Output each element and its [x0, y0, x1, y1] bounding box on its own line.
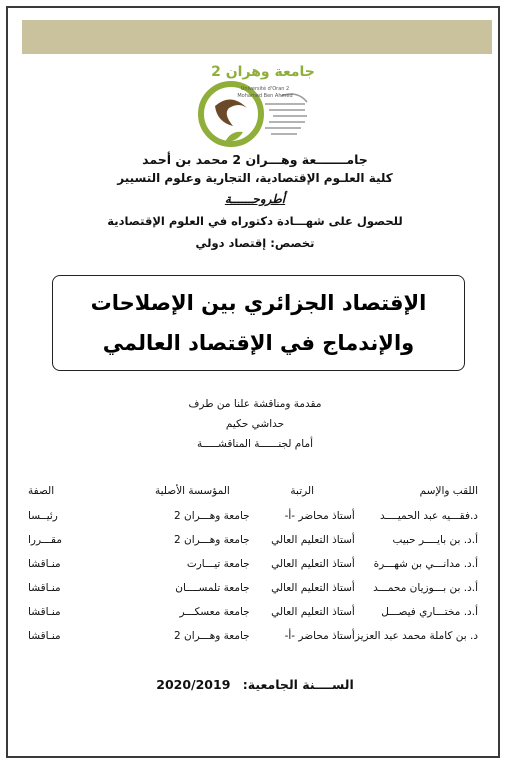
logo-french-text: Université d'Oran 2 — [240, 86, 290, 92]
academic-year — [0, 677, 510, 692]
member-rank: أستاذ التعليم العالي — [271, 582, 355, 594]
university-name: جامـــــــعة وهـــران 2 محمد بن أحمد — [142, 152, 368, 167]
jury-heading: أمام لجنــــــة المناقشـــــة — [196, 438, 314, 450]
thesis-label-text: أطروحــــــة — [224, 192, 286, 206]
member-rank: أستاذ محاضر -أ- — [284, 510, 355, 522]
header-name: اللقب والإسم — [419, 485, 478, 497]
member-name: د. بن كاملة محمد عبد العزيز — [354, 630, 478, 642]
member-institution: جامعة وهـــران 2 — [174, 510, 250, 522]
member-name: أ.د. مختـــاري فيصـــل — [381, 606, 478, 618]
member-institution: جامعة تيـــارت — [186, 558, 250, 570]
student-name: حداشي حكيم — [225, 418, 285, 430]
header-rank: الرتبة — [290, 485, 315, 497]
member-institution: جامعة وهـــران 2 — [174, 630, 250, 642]
logo-french-text-2: Mohamed Ben Ahmed — [237, 93, 293, 99]
jury-header-row — [28, 478, 478, 504]
jury-row — [28, 600, 478, 624]
member-name: أ.د. بن بـــوزيان محمـــد — [373, 582, 478, 594]
logo-arabic-text: جامعة وهران 2 — [211, 64, 315, 80]
header-band — [22, 20, 492, 54]
specialty-line: تخصص: إقتصاد دولي — [195, 236, 315, 250]
member-rank: أستاذ التعليم العالي — [271, 606, 355, 618]
university-logo — [185, 56, 315, 150]
member-name: د.فقـــيه عبد الحميــــد — [380, 510, 478, 522]
member-role: رئيــسا — [28, 510, 58, 522]
member-rank: أستاذ التعليم العالي — [271, 558, 355, 570]
member-institution: جامعة تلمســــان — [175, 582, 250, 594]
member-role: منـاقشا — [28, 606, 61, 618]
jury-row — [28, 552, 478, 576]
jury-row — [28, 528, 478, 552]
member-role: منـاقشا — [28, 558, 61, 570]
member-name: أ.د. بن بايــــر حبيب — [392, 534, 478, 546]
member-role: منـاقشا — [28, 582, 61, 594]
thesis-title: الإقتصاد الجزائري بين الإصلاحات والإندماج في الإقتصاد العالمي — [90, 291, 427, 355]
presented-by: مقدمة ومناقشة علنا من طرف — [188, 398, 322, 410]
member-institution: جامعة معسكـــر — [179, 606, 250, 618]
member-role: مقـــررا — [28, 534, 62, 546]
jury-row — [28, 624, 478, 648]
member-rank: أستاذ التعليم العالي — [271, 534, 355, 546]
header-role: الصفة — [28, 485, 55, 497]
thesis-label — [0, 192, 510, 206]
member-name: أ.د. مدانـــي بن شهـــرة — [373, 558, 478, 570]
academic-year-label: الســــنة الجامعية: — [242, 677, 354, 692]
member-role: منـاقشا — [28, 630, 61, 642]
jury-row — [28, 504, 478, 528]
jury-table — [28, 478, 478, 648]
faculty-name: كلية العلـوم الإقتصادية، التجارية وعلوم التسيير — [117, 171, 393, 185]
member-institution: جامعة وهـــران 2 — [174, 534, 250, 546]
thesis-title-box — [52, 275, 465, 371]
member-rank: أستاذ محاضر -أ- — [284, 630, 355, 642]
degree-line: للحصول على شهـــادة دكتوراه في العلوم الإقتصادية — [107, 214, 403, 228]
jury-row — [28, 576, 478, 600]
header-institution: المؤسسة الأصلية — [155, 485, 230, 497]
academic-year-value: 2020/2019 — [156, 677, 231, 692]
